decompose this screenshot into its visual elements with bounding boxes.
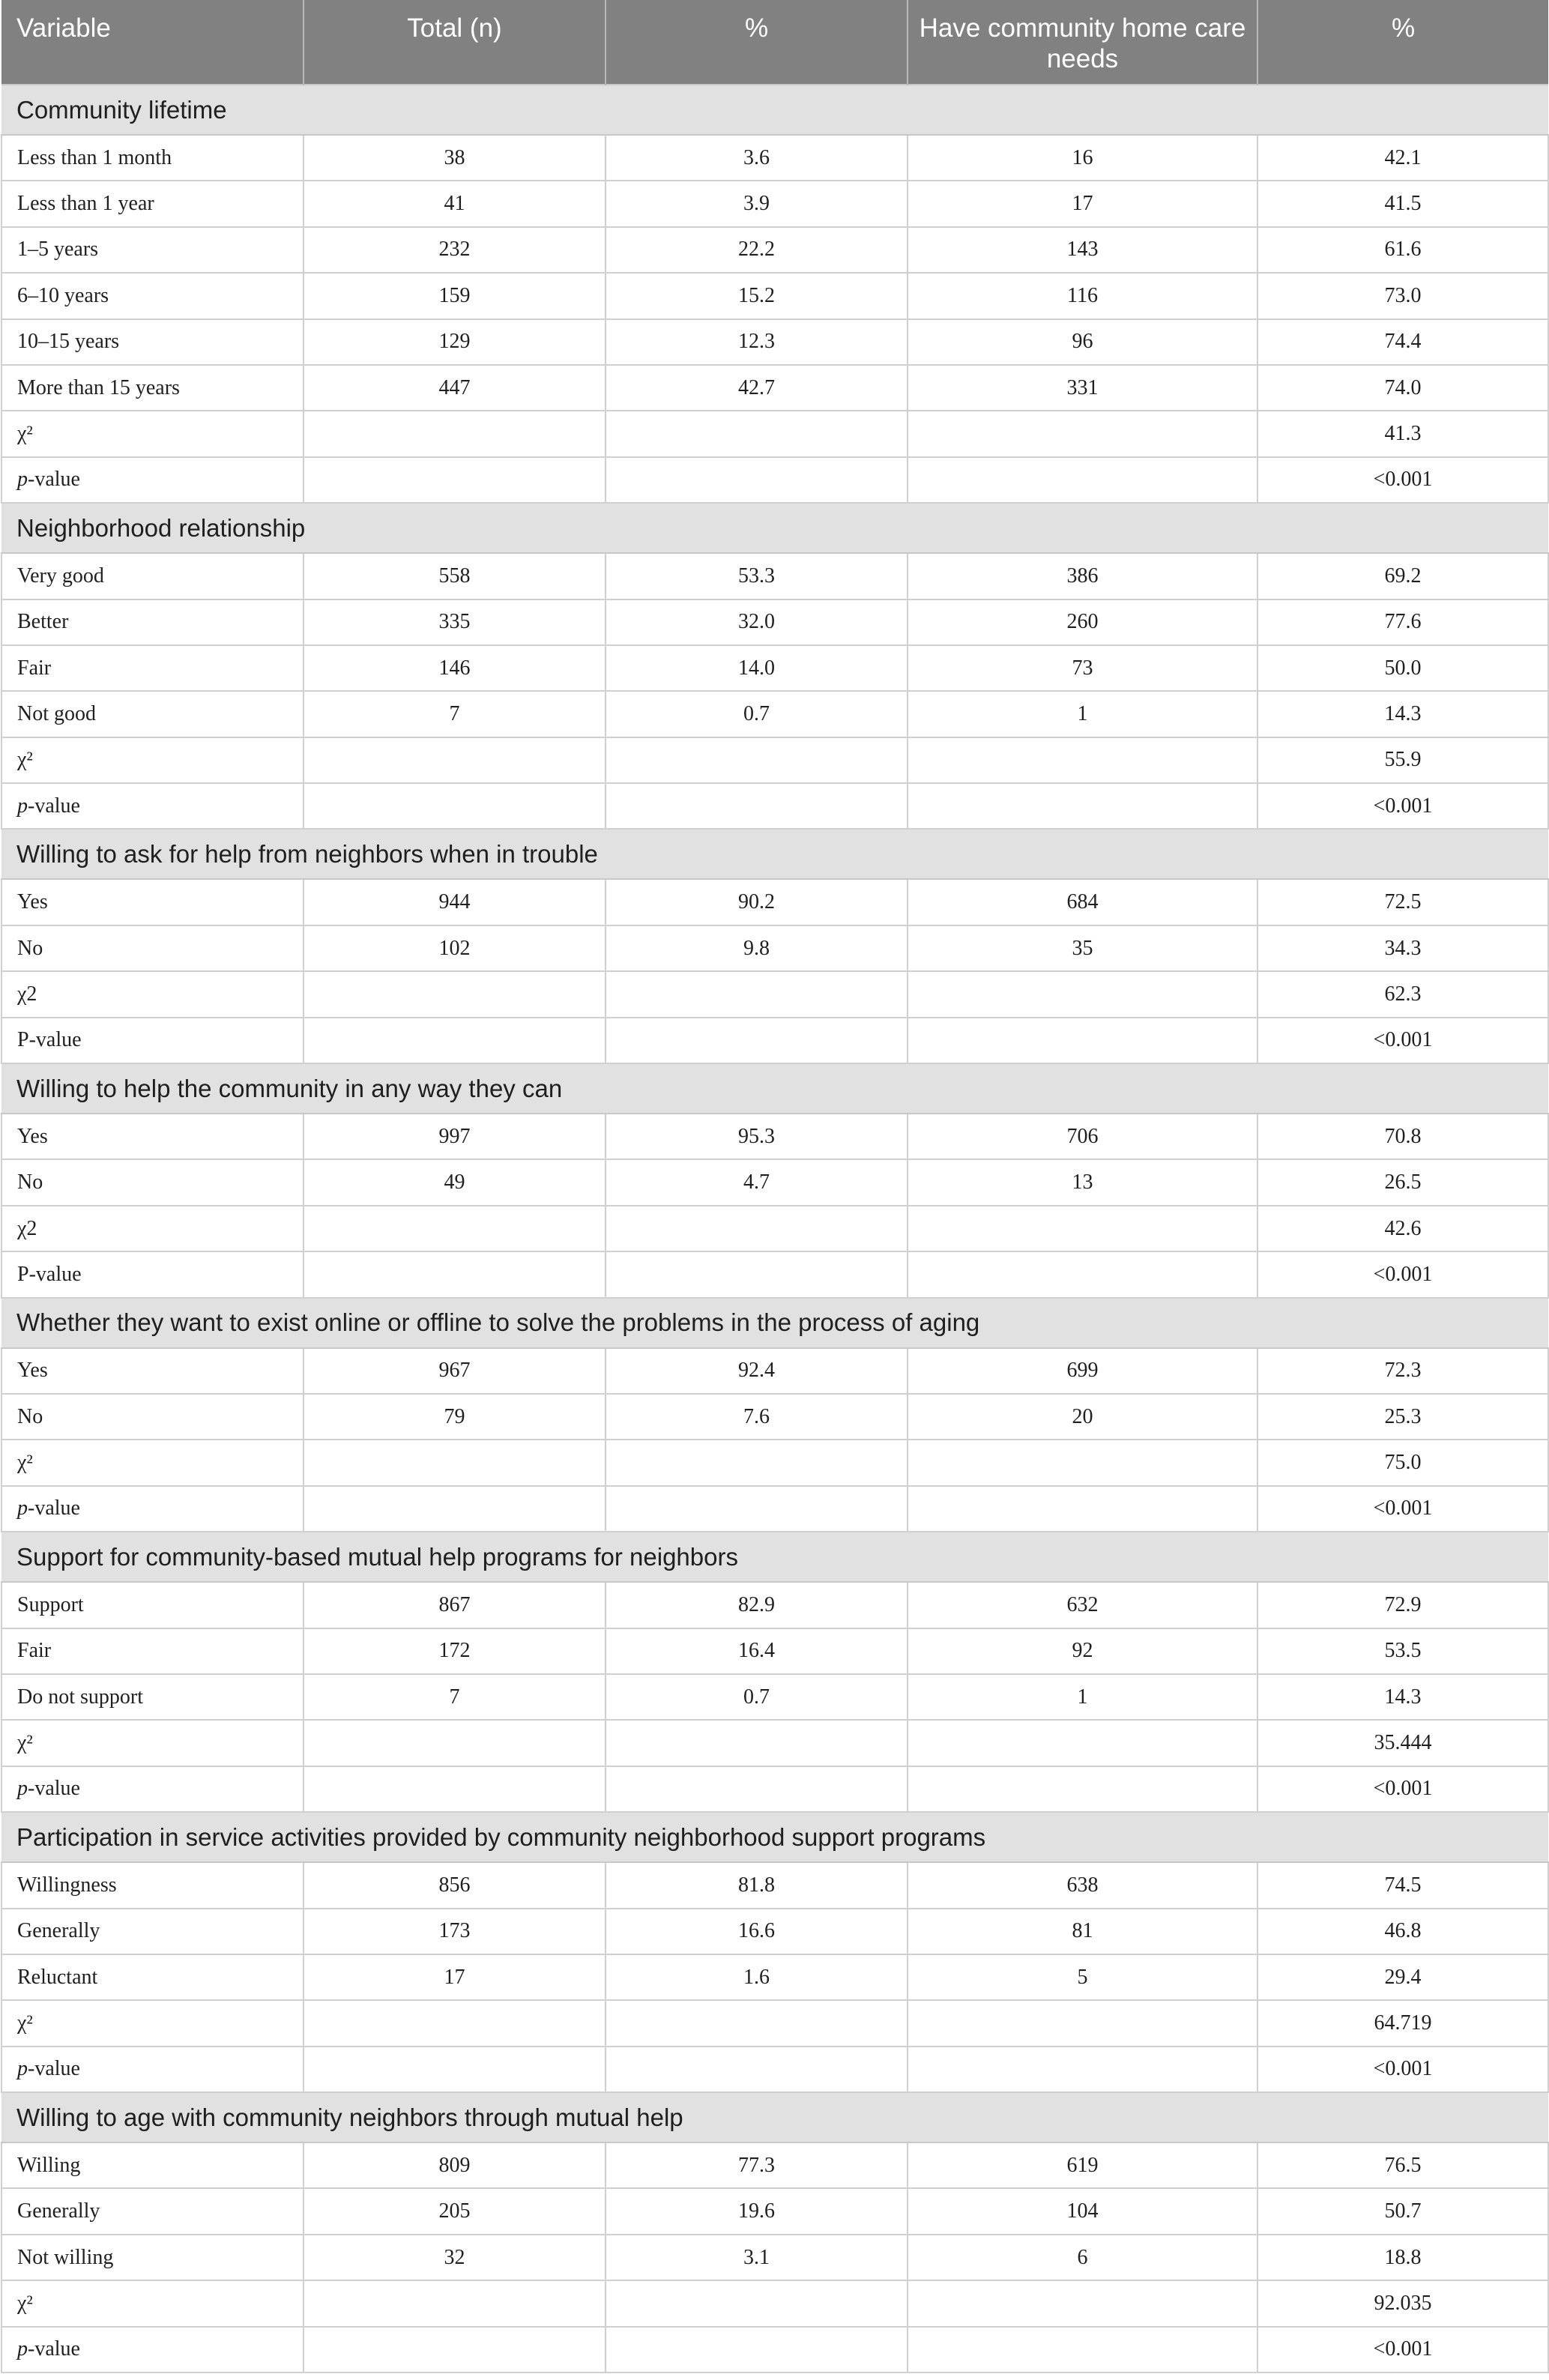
total-n-cell: [304, 1440, 606, 1485]
total-n-cell: 447: [304, 365, 606, 411]
table-row: [1, 783, 1548, 829]
row-label: Better: [1, 599, 304, 645]
table-row: [1, 1018, 1548, 1063]
total-n-cell: 173: [304, 1909, 606, 1954]
table-row: [1, 273, 1548, 318]
header-variable: Variable: [1, 0, 304, 85]
row-label: Less than 1 month: [1, 135, 304, 181]
care-needs-cell: [908, 2280, 1257, 2326]
care-needs-cell: [908, 1766, 1257, 1812]
care-needs-percent-cell: 34.3: [1257, 925, 1548, 971]
row-label: Yes: [1, 879, 304, 925]
care-needs-cell: [908, 783, 1257, 829]
care-needs-percent-cell: 46.8: [1257, 1909, 1548, 1954]
data-table: [1, 0, 1549, 2373]
percent-cell: 0.7: [606, 1674, 908, 1720]
section-header-row: [1, 2092, 1548, 2142]
care-needs-cell: 1: [908, 1674, 1257, 1720]
percent-cell: [606, 1440, 908, 1485]
total-n-cell: 79: [304, 1394, 606, 1440]
care-needs-percent-cell: 42.6: [1257, 1206, 1548, 1251]
table-body: [1, 85, 1548, 2373]
care-needs-percent-cell: 53.5: [1257, 1628, 1548, 1674]
table-row: [1, 553, 1548, 599]
table-row: [1, 2280, 1548, 2326]
total-n-cell: 7: [304, 691, 606, 737]
care-needs-percent-cell: 74.5: [1257, 1862, 1548, 1908]
total-n-cell: [304, 1766, 606, 1812]
care-needs-percent-cell: 74.0: [1257, 365, 1548, 411]
percent-cell: 15.2: [606, 273, 908, 318]
percent-cell: [606, 411, 908, 456]
percent-cell: 4.7: [606, 1159, 908, 1205]
percent-cell: [606, 1206, 908, 1251]
total-n-cell: 146: [304, 645, 606, 691]
section-header-row: [1, 1532, 1548, 1582]
percent-cell: 32.0: [606, 599, 908, 645]
section-title: Support for community-based mutual help programs for neighbors: [1, 1532, 1548, 1582]
section-header-row: [1, 1812, 1548, 1862]
row-label: Willingness: [1, 1862, 304, 1908]
row-label: Yes: [1, 1348, 304, 1394]
total-n-cell: [304, 2047, 606, 2092]
total-n-cell: [304, 457, 606, 503]
section-title: Willing to ask for help from neighbors when in trouble: [1, 829, 1548, 879]
total-n-cell: [304, 737, 606, 783]
section-title: Whether they want to exist online or offline to solve the problems in the process of aging: [1, 1298, 1548, 1348]
care-needs-percent-cell: 64.719: [1257, 2000, 1548, 2046]
percent-cell: [606, 1766, 908, 1812]
table-row: [1, 1954, 1548, 2000]
table-row: [1, 1628, 1548, 1674]
table-row: [1, 1159, 1548, 1205]
percent-cell: 0.7: [606, 691, 908, 737]
table-row: [1, 1582, 1548, 1628]
total-n-cell: 38: [304, 135, 606, 181]
row-label: p-value: [1, 2327, 304, 2373]
row-label: Do not support: [1, 1674, 304, 1720]
care-needs-cell: 13: [908, 1159, 1257, 1205]
percent-cell: [606, 971, 908, 1017]
total-n-cell: 129: [304, 319, 606, 365]
table-row: [1, 365, 1548, 411]
row-label: 6–10 years: [1, 273, 304, 318]
table-row: [1, 1348, 1548, 1394]
care-needs-cell: [908, 1440, 1257, 1485]
percent-cell: 3.1: [606, 2235, 908, 2280]
table-row: [1, 1394, 1548, 1440]
row-label: P-value: [1, 1018, 304, 1063]
total-n-cell: 205: [304, 2188, 606, 2234]
section-header-row: [1, 829, 1548, 879]
table-row: [1, 2327, 1548, 2373]
row-label: p-value: [1, 783, 304, 829]
total-n-cell: [304, 1251, 606, 1297]
total-n-cell: 967: [304, 1348, 606, 1394]
percent-cell: 9.8: [606, 925, 908, 971]
care-needs-percent-cell: <0.001: [1257, 1251, 1548, 1297]
row-label: Yes: [1, 1114, 304, 1159]
total-n-cell: 172: [304, 1628, 606, 1674]
care-needs-percent-cell: 77.6: [1257, 599, 1548, 645]
total-n-cell: [304, 1206, 606, 1251]
care-needs-percent-cell: 72.3: [1257, 1348, 1548, 1394]
total-n-cell: 944: [304, 879, 606, 925]
section-title: Willing to help the community in any way they can: [1, 1063, 1548, 1114]
total-n-cell: [304, 1018, 606, 1063]
row-label: p-value: [1, 1766, 304, 1812]
care-needs-percent-cell: 73.0: [1257, 273, 1548, 318]
care-needs-percent-cell: 14.3: [1257, 691, 1548, 737]
percent-cell: 42.7: [606, 365, 908, 411]
care-needs-percent-cell: 72.9: [1257, 1582, 1548, 1628]
care-needs-percent-cell: 61.6: [1257, 227, 1548, 273]
header-percent: %: [606, 0, 908, 85]
care-needs-cell: 16: [908, 135, 1257, 181]
percent-cell: [606, 2000, 908, 2046]
care-needs-percent-cell: 41.3: [1257, 411, 1548, 456]
care-needs-percent-cell: 50.7: [1257, 2188, 1548, 2234]
row-label: Willing: [1, 2142, 304, 2188]
table-row: [1, 1440, 1548, 1485]
total-n-cell: 335: [304, 599, 606, 645]
row-label: Generally: [1, 2188, 304, 2234]
care-needs-percent-cell: <0.001: [1257, 1486, 1548, 1532]
table-row: [1, 1862, 1548, 1908]
row-label: χ2: [1, 971, 304, 1017]
care-needs-cell: 5: [908, 1954, 1257, 2000]
row-label: No: [1, 1159, 304, 1205]
care-needs-percent-cell: 26.5: [1257, 1159, 1548, 1205]
total-n-cell: 997: [304, 1114, 606, 1159]
section-header-row: [1, 503, 1548, 553]
care-needs-cell: 116: [908, 273, 1257, 318]
row-label: Fair: [1, 645, 304, 691]
care-needs-percent-cell: 41.5: [1257, 181, 1548, 226]
row-label: Not willing: [1, 2235, 304, 2280]
percent-cell: 16.6: [606, 1909, 908, 1954]
care-needs-cell: 1: [908, 691, 1257, 737]
total-n-cell: 102: [304, 925, 606, 971]
row-label: χ²: [1, 2000, 304, 2046]
row-label: χ²: [1, 737, 304, 783]
table-row: [1, 1674, 1548, 1720]
section-title: Community lifetime: [1, 85, 1548, 135]
row-label: χ2: [1, 1206, 304, 1251]
row-label: Generally: [1, 1909, 304, 1954]
percent-cell: 16.4: [606, 1628, 908, 1674]
care-needs-cell: [908, 737, 1257, 783]
table-row: [1, 737, 1548, 783]
total-n-cell: 856: [304, 1862, 606, 1908]
care-needs-cell: 143: [908, 227, 1257, 273]
total-n-cell: [304, 1720, 606, 1766]
total-n-cell: 7: [304, 1674, 606, 1720]
header-care-needs: Have community home care needs: [908, 0, 1257, 85]
table-row: [1, 457, 1548, 503]
percent-cell: [606, 1251, 908, 1297]
care-needs-cell: 17: [908, 181, 1257, 226]
care-needs-cell: 73: [908, 645, 1257, 691]
total-n-cell: [304, 2000, 606, 2046]
table-row: [1, 2235, 1548, 2280]
section-title: Participation in service activities provided by community neighborhood support programs: [1, 1812, 1548, 1862]
care-needs-percent-cell: <0.001: [1257, 1018, 1548, 1063]
row-label: No: [1, 1394, 304, 1440]
care-needs-cell: [908, 1206, 1257, 1251]
percent-cell: 1.6: [606, 1954, 908, 2000]
percent-cell: 81.8: [606, 1862, 908, 1908]
total-n-cell: 232: [304, 227, 606, 273]
row-label: P-value: [1, 1251, 304, 1297]
row-label: No: [1, 925, 304, 971]
percent-cell: 53.3: [606, 553, 908, 599]
care-needs-cell: [908, 411, 1257, 456]
total-n-cell: 809: [304, 2142, 606, 2188]
percent-cell: [606, 2047, 908, 2092]
header-care-needs-percent: %: [1257, 0, 1548, 85]
row-label: χ²: [1, 1440, 304, 1485]
care-needs-percent-cell: 18.8: [1257, 2235, 1548, 2280]
row-label: p-value: [1, 2047, 304, 2092]
section-title: Willing to age with community neighbors through mutual help: [1, 2092, 1548, 2142]
care-needs-cell: [908, 457, 1257, 503]
row-label: 10–15 years: [1, 319, 304, 365]
percent-cell: 82.9: [606, 1582, 908, 1628]
total-n-cell: [304, 1486, 606, 1532]
table-row: [1, 181, 1548, 226]
care-needs-percent-cell: 25.3: [1257, 1394, 1548, 1440]
row-label: p-value: [1, 457, 304, 503]
table-row: [1, 1251, 1548, 1297]
care-needs-percent-cell: 70.8: [1257, 1114, 1548, 1159]
table-row: [1, 1909, 1548, 1954]
row-label: More than 15 years: [1, 365, 304, 411]
care-needs-percent-cell: <0.001: [1257, 1766, 1548, 1812]
percent-cell: [606, 1018, 908, 1063]
care-needs-percent-cell: <0.001: [1257, 2047, 1548, 2092]
total-n-cell: [304, 411, 606, 456]
care-needs-cell: 331: [908, 365, 1257, 411]
table-row: [1, 971, 1548, 1017]
percent-cell: 95.3: [606, 1114, 908, 1159]
care-needs-cell: [908, 971, 1257, 1017]
percent-cell: 77.3: [606, 2142, 908, 2188]
percent-cell: [606, 2327, 908, 2373]
care-needs-cell: 96: [908, 319, 1257, 365]
row-label: 1–5 years: [1, 227, 304, 273]
care-needs-percent-cell: 50.0: [1257, 645, 1548, 691]
total-n-cell: 17: [304, 1954, 606, 2000]
percent-cell: [606, 783, 908, 829]
care-needs-cell: 619: [908, 2142, 1257, 2188]
total-n-cell: 41: [304, 181, 606, 226]
row-label: χ²: [1, 2280, 304, 2326]
care-needs-percent-cell: 29.4: [1257, 1954, 1548, 2000]
percent-cell: [606, 2280, 908, 2326]
care-needs-percent-cell: 55.9: [1257, 737, 1548, 783]
total-n-cell: [304, 971, 606, 1017]
care-needs-cell: 684: [908, 879, 1257, 925]
care-needs-cell: [908, 2000, 1257, 2046]
percent-cell: 14.0: [606, 645, 908, 691]
table-row: [1, 879, 1548, 925]
header-total: Total (n): [304, 0, 606, 85]
table-row: [1, 599, 1548, 645]
percent-cell: [606, 457, 908, 503]
care-needs-percent-cell: <0.001: [1257, 2327, 1548, 2373]
percent-cell: [606, 1486, 908, 1532]
total-n-cell: [304, 2327, 606, 2373]
table-row: [1, 135, 1548, 181]
care-needs-percent-cell: 72.5: [1257, 879, 1548, 925]
table-row: [1, 319, 1548, 365]
care-needs-cell: [908, 1486, 1257, 1532]
care-needs-cell: 699: [908, 1348, 1257, 1394]
table-row: [1, 1486, 1548, 1532]
total-n-cell: [304, 783, 606, 829]
care-needs-percent-cell: 69.2: [1257, 553, 1548, 599]
care-needs-cell: [908, 1018, 1257, 1063]
section-title: Neighborhood relationship: [1, 503, 1548, 553]
care-needs-cell: 638: [908, 1862, 1257, 1908]
care-needs-cell: 81: [908, 1909, 1257, 1954]
percent-cell: 19.6: [606, 2188, 908, 2234]
percent-cell: 22.2: [606, 227, 908, 273]
row-label: χ²: [1, 1720, 304, 1766]
section-header-row: [1, 1298, 1548, 1348]
table-row: [1, 1720, 1548, 1766]
percent-cell: 7.6: [606, 1394, 908, 1440]
total-n-cell: [304, 2280, 606, 2326]
table-row: [1, 2188, 1548, 2234]
section-header-row: [1, 85, 1548, 135]
total-n-cell: 32: [304, 2235, 606, 2280]
care-needs-cell: 6: [908, 2235, 1257, 2280]
percent-cell: 12.3: [606, 319, 908, 365]
care-needs-percent-cell: 62.3: [1257, 971, 1548, 1017]
table-row: [1, 925, 1548, 971]
row-label: Very good: [1, 553, 304, 599]
care-needs-cell: [908, 1251, 1257, 1297]
total-n-cell: 159: [304, 273, 606, 318]
care-needs-cell: 104: [908, 2188, 1257, 2234]
percent-cell: [606, 737, 908, 783]
care-needs-cell: 260: [908, 599, 1257, 645]
row-label: χ²: [1, 411, 304, 456]
care-needs-percent-cell: 14.3: [1257, 1674, 1548, 1720]
care-needs-cell: 35: [908, 925, 1257, 971]
table-row: [1, 227, 1548, 273]
care-needs-percent-cell: <0.001: [1257, 783, 1548, 829]
care-needs-cell: 92: [908, 1628, 1257, 1674]
row-label: Not good: [1, 691, 304, 737]
percent-cell: [606, 1720, 908, 1766]
care-needs-percent-cell: 74.4: [1257, 319, 1548, 365]
total-n-cell: 558: [304, 553, 606, 599]
row-label: Less than 1 year: [1, 181, 304, 226]
table-row: [1, 1766, 1548, 1812]
care-needs-percent-cell: 76.5: [1257, 2142, 1548, 2188]
section-header-row: [1, 1063, 1548, 1114]
table-row: [1, 691, 1548, 737]
table-row: [1, 2142, 1548, 2188]
row-label: Fair: [1, 1628, 304, 1674]
table-row: [1, 411, 1548, 456]
percent-cell: 3.9: [606, 181, 908, 226]
table-row: [1, 1114, 1548, 1159]
table-row: [1, 2000, 1548, 2046]
care-needs-percent-cell: 35.444: [1257, 1720, 1548, 1766]
total-n-cell: 49: [304, 1159, 606, 1205]
row-label: p-value: [1, 1486, 304, 1532]
table-row: [1, 645, 1548, 691]
care-needs-percent-cell: 42.1: [1257, 135, 1548, 181]
care-needs-cell: 632: [908, 1582, 1257, 1628]
care-needs-cell: [908, 1720, 1257, 1766]
percent-cell: 3.6: [606, 135, 908, 181]
care-needs-percent-cell: 75.0: [1257, 1440, 1548, 1485]
header-row: [1, 0, 1548, 85]
total-n-cell: 867: [304, 1582, 606, 1628]
care-needs-percent-cell: 92.035: [1257, 2280, 1548, 2326]
care-needs-cell: 386: [908, 553, 1257, 599]
row-label: Reluctant: [1, 1954, 304, 2000]
care-needs-cell: [908, 2327, 1257, 2373]
percent-cell: 92.4: [606, 1348, 908, 1394]
care-needs-cell: 706: [908, 1114, 1257, 1159]
table-row: [1, 2047, 1548, 2092]
care-needs-percent-cell: <0.001: [1257, 457, 1548, 503]
table-header: [1, 0, 1548, 85]
row-label: Support: [1, 1582, 304, 1628]
care-needs-cell: [908, 2047, 1257, 2092]
percent-cell: 90.2: [606, 879, 908, 925]
table-row: [1, 1206, 1548, 1251]
care-needs-cell: 20: [908, 1394, 1257, 1440]
